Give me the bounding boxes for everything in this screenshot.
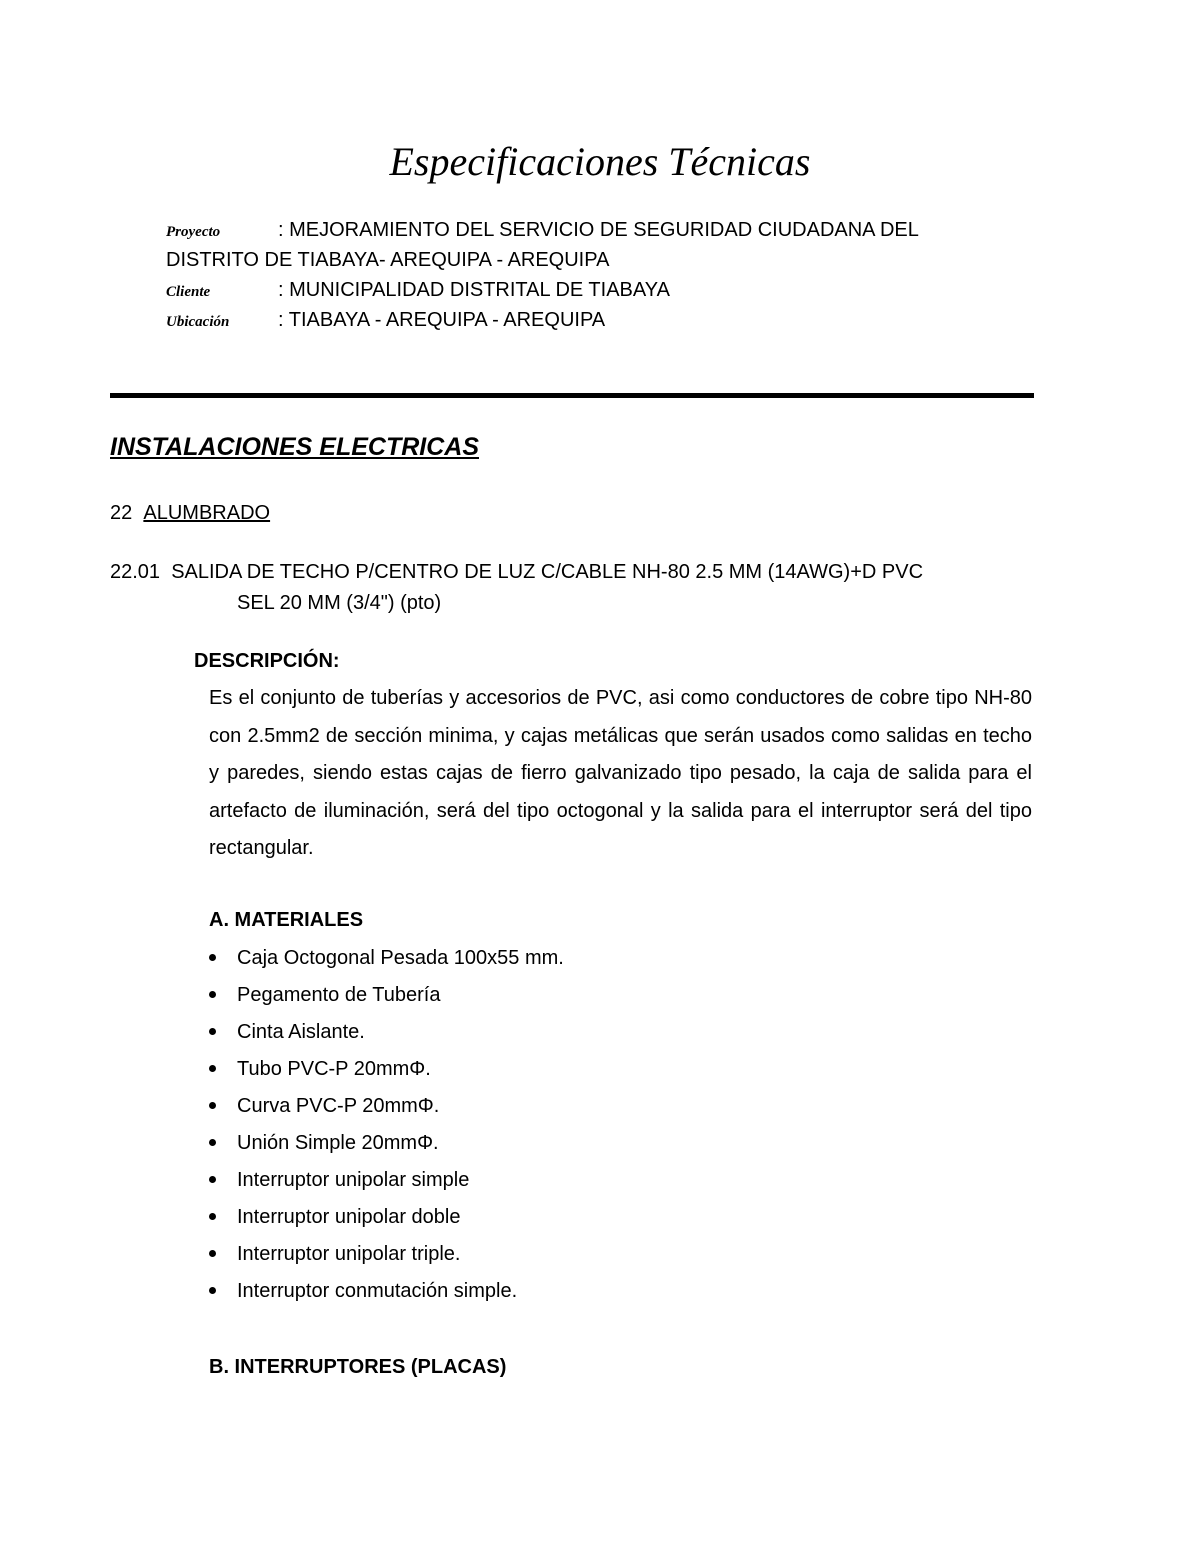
list-item: Interruptor unipolar simple: [209, 1162, 564, 1199]
list-item: Cinta Aislante.: [209, 1014, 564, 1051]
project-row-continuation: [166, 245, 1046, 275]
project-row: [166, 215, 1046, 247]
bullet-icon: [209, 1102, 216, 1109]
ubicacion-label: Ubicación: [166, 314, 230, 330]
bullet-icon: [209, 1213, 216, 1220]
client-row: [166, 275, 1046, 307]
bullet-icon: [209, 1028, 216, 1035]
bullet-icon: [209, 1250, 216, 1257]
horizontal-rule: [110, 393, 1034, 398]
item-heading: [110, 498, 270, 528]
cliente-value: : MUNICIPALIDAD DISTRITAL DE TIABAYA: [278, 279, 670, 301]
location-row: [166, 305, 1046, 337]
subitem-title-line2: SEL 20 MM (3/4") (pto): [237, 592, 442, 614]
document-title: Especificaciones Técnicas: [389, 139, 811, 184]
subitem-title: SALIDA DE TECHO P/CENTRO DE LUZ C/CABLE NH-80 2.5 MM (14AWG)+D PVC: [171, 561, 924, 583]
descripcion-paragraph: Es el conjunto de tuberías y accesorios de PVC, asi como conductores de cobre tipo NH-80 con 2.5mm2 de sección minima, y cajas metálicas que serán usados como salidas en techo y paredes, siendo estas cajas de fierro galvanizado tipo pesado, la caja de salida para el artefacto de iluminación, será del tipo octogonal y la salida para el interruptor será del tipo rectangular.: [209, 687, 1032, 859]
proyecto-value: : MEJORAMIENTO DEL SERVICIO DE SEGURIDAD CIUDADANA DEL: [278, 219, 919, 241]
list-item: Curva PVC-P 20mmΦ.: [209, 1088, 564, 1125]
section-title: INSTALACIONES ELECTRICAS: [110, 433, 479, 461]
list-item: Interruptor unipolar triple.: [209, 1236, 564, 1273]
list-item: Pegamento de Tubería: [209, 977, 564, 1014]
bullet-icon: [209, 954, 216, 961]
list-item: Interruptor unipolar doble: [209, 1199, 564, 1236]
interruptores-heading: B. INTERRUPTORES (PLACAS): [209, 1356, 507, 1378]
bullet-icon: [209, 1176, 216, 1183]
descripcion-heading: DESCRIPCIÓN:: [194, 650, 340, 672]
materiales-heading: A. MATERIALES: [209, 909, 364, 931]
proyecto-label: Proyecto: [166, 224, 221, 240]
proyecto-value-line2: DISTRITO DE TIABAYA- AREQUIPA - AREQUIPA: [166, 249, 610, 271]
cliente-label: Cliente: [166, 284, 211, 300]
bullet-icon: [209, 991, 216, 998]
subitem-heading: [110, 557, 923, 587]
list-item: Interruptor conmutación simple.: [209, 1273, 564, 1310]
materiales-list: [209, 940, 564, 1310]
ubicacion-value: : TIABAYA - AREQUIPA - AREQUIPA: [278, 309, 606, 331]
bullet-icon: [209, 1139, 216, 1146]
list-item: Tubo PVC-P 20mmΦ.: [209, 1051, 564, 1088]
bullet-icon: [209, 1287, 216, 1294]
list-item: Caja Octogonal Pesada 100x55 mm.: [209, 940, 564, 977]
subitem-number: 22.01: [110, 561, 161, 583]
bullet-icon: [209, 1065, 216, 1072]
list-item: Unión Simple 20mmΦ.: [209, 1125, 564, 1162]
item-title: ALUMBRADO: [143, 502, 271, 524]
item-number: 22: [110, 502, 133, 524]
